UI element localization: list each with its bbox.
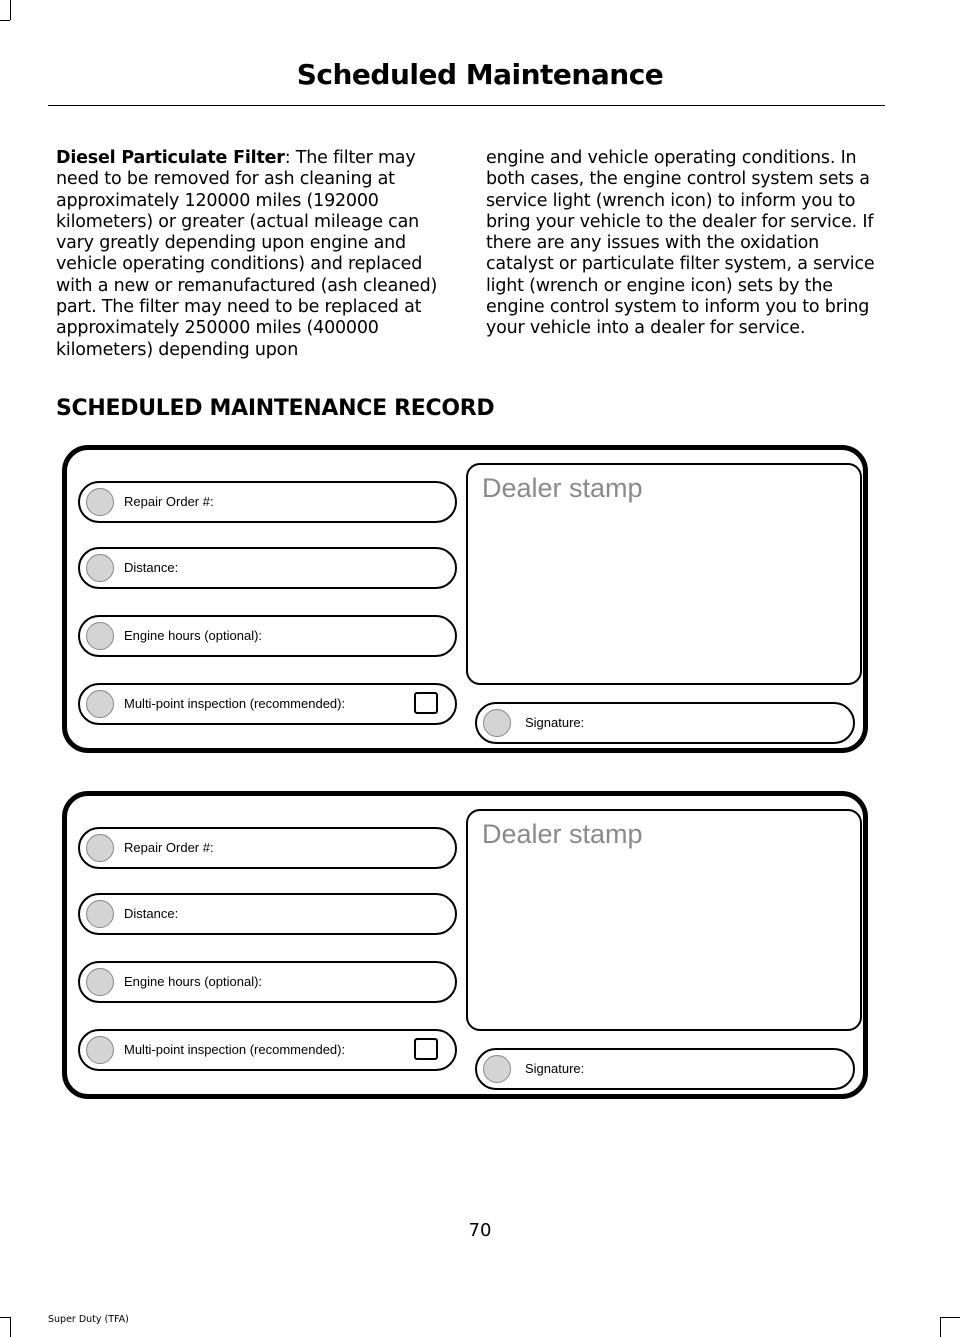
signature-field[interactable] (475, 702, 855, 744)
maintenance-record-card (62, 791, 868, 1099)
entry-circle-icon (86, 488, 114, 516)
term-heading: Diesel Particulate Filter (56, 148, 285, 168)
engine-hours-label: Engine hours (optional): (124, 974, 263, 989)
entry-circle-icon (86, 900, 114, 928)
signature-label: Signature: (525, 715, 585, 730)
entry-circle-icon (483, 1055, 511, 1083)
engine-hours-label: Engine hours (optional): (124, 628, 263, 643)
inspection-label: Multi-point inspection (recommended): (124, 696, 346, 711)
crop-mark (0, 1317, 10, 1318)
maintenance-record-card (62, 445, 868, 753)
crop-mark (0, 20, 10, 21)
signature-label: Signature: (525, 1061, 585, 1076)
engine-hours-field[interactable] (78, 961, 457, 1003)
inspection-field (78, 683, 457, 725)
header-divider (48, 105, 885, 106)
footer-edition: Super Duty (TFA) (48, 1314, 129, 1325)
crop-mark (941, 1317, 960, 1318)
inspection-label: Multi-point inspection (recommended): (124, 1042, 346, 1057)
page-number: 70 (468, 1220, 492, 1241)
dealer-stamp-label: Dealer stamp (482, 819, 643, 849)
crop-mark (10, 1317, 11, 1337)
inspection-checkbox[interactable] (414, 1038, 438, 1060)
body-text-right: engine and vehicle operating conditions. In both cases, the engine control system sets a service light (wrench icon) to inform you to bring your vehicle to the dealer for service. If there are any issues with the oxidation catalyst or particulate filter system, a service light (wrench or engine icon) sets by the engine control system to inform you to bring your vehicle into a dealer for service. (486, 148, 875, 339)
page-title: Scheduled Maintenance (296, 58, 664, 91)
repair-order-field[interactable] (78, 827, 457, 869)
entry-circle-icon (86, 554, 114, 582)
crop-mark (10, 0, 11, 20)
signature-field[interactable] (475, 1048, 855, 1090)
entry-circle-icon (86, 1036, 114, 1064)
entry-circle-icon (86, 690, 114, 718)
repair-order-label: Repair Order #: (124, 840, 214, 855)
repair-order-field[interactable] (78, 481, 457, 523)
engine-hours-field[interactable] (78, 615, 457, 657)
inspection-field (78, 1029, 457, 1071)
body-column-right (486, 148, 878, 340)
dealer-stamp-label: Dealer stamp (482, 473, 643, 503)
entry-circle-icon (483, 709, 511, 737)
entry-circle-icon (86, 834, 114, 862)
inspection-checkbox[interactable] (414, 692, 438, 714)
crop-mark (940, 1317, 941, 1337)
dealer-stamp-box (466, 463, 862, 685)
entry-circle-icon (86, 968, 114, 996)
dealer-stamp-box (466, 809, 862, 1031)
distance-field[interactable] (78, 547, 457, 589)
section-heading: SCHEDULED MAINTENANCE RECORD (56, 396, 495, 421)
entry-circle-icon (86, 622, 114, 650)
distance-label: Distance: (124, 906, 179, 921)
repair-order-label: Repair Order #: (124, 494, 214, 509)
body-column-left (56, 148, 448, 361)
body-text-left: : The filter may need to be removed for ash cleaning at approximately 120000 miles (192000 kilometers) or greater (actual mileage can vary greatly depending upon engine and vehicle operating conditions) and replaced with a new or remanufactured (ash cleaned) part. The filter may need to be replaced at approximately 250000 miles (400000 kilometers) depending upon (56, 148, 438, 360)
distance-field[interactable] (78, 893, 457, 935)
distance-label: Distance: (124, 560, 179, 575)
